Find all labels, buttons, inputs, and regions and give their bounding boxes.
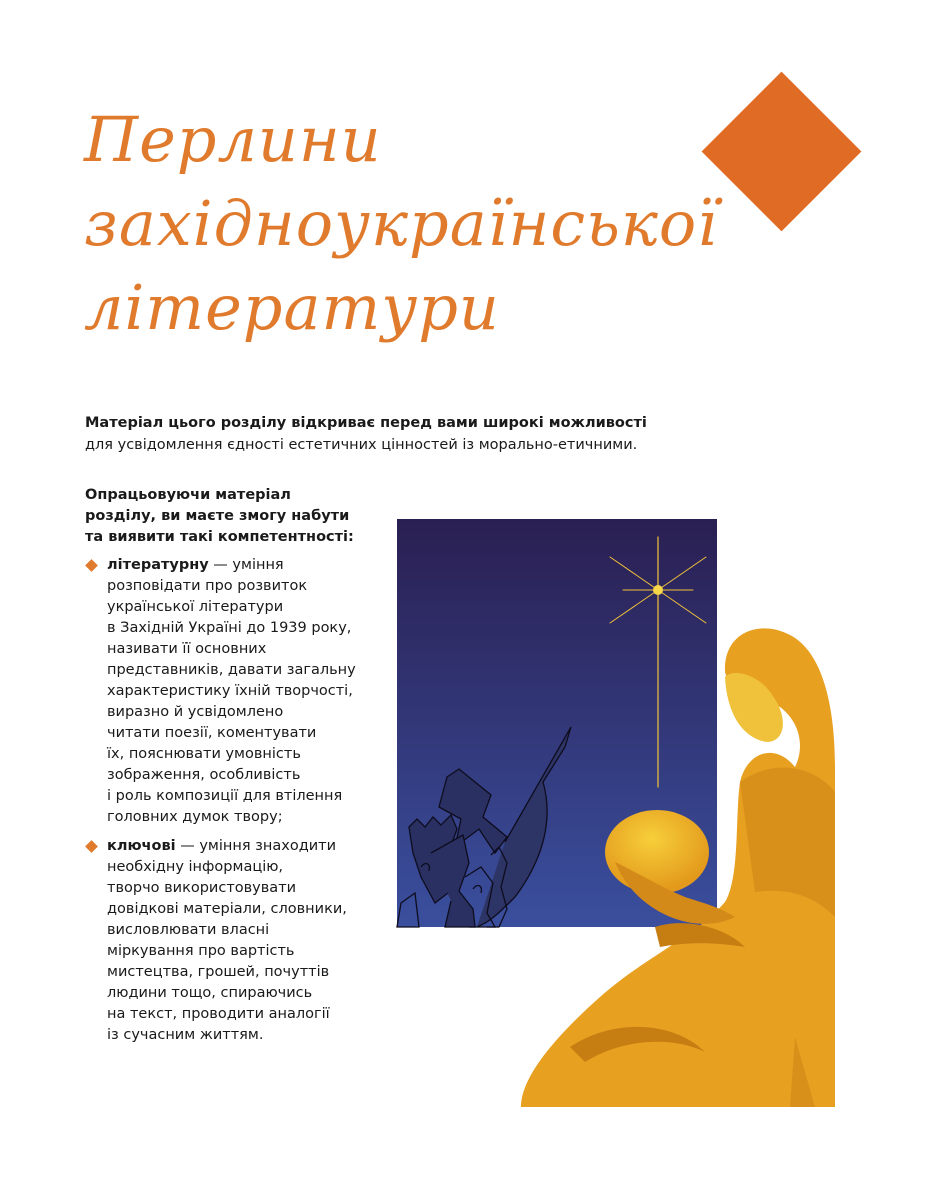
title-line-1: Перлини: [84, 103, 382, 176]
title-line-2: західноукраїнської: [84, 187, 719, 260]
item-text-line: міркування про вартість: [107, 943, 295, 959]
item-text-line: мистецтва, грошей, почуттів: [107, 964, 330, 980]
item-text-line: довідкові матеріали, словники,: [107, 901, 347, 917]
item-text-line: їх, пояснювати умовність: [107, 746, 301, 762]
competence-lead: [85, 485, 375, 548]
item-text-line: головних думок твору;: [107, 809, 283, 825]
nativity-illustration: [395, 517, 845, 1117]
decorative-diamond: [702, 72, 862, 232]
competence-list: [85, 555, 385, 1054]
item-text-line: висловлювати власні: [107, 922, 270, 938]
list-item-key: [85, 836, 385, 1046]
item-text-line: із сучасним життям.: [107, 1027, 264, 1043]
diamond-bullet-icon: [85, 559, 98, 572]
item-text-line: представників, давати загальну: [107, 662, 356, 678]
item-text-line: розповідати про розвиток: [107, 578, 308, 594]
diamond-bullet-icon: [85, 840, 98, 853]
intro-bold-text: Матеріал цього розділу відкриває перед вами широкі можливості: [85, 415, 647, 431]
item-text-line: читати поезії, коментувати: [107, 725, 317, 741]
item-text-line: необхідну інформацію,: [107, 859, 284, 875]
list-item-first-line: [107, 555, 385, 576]
term-key: ключові: [107, 838, 176, 854]
lead-line-2: розділу, ви маєте змогу набути: [85, 508, 350, 524]
item-text-line: людини тощо, спираючись: [107, 985, 313, 1001]
lead-line-1: Опрацьовуючи матеріал: [85, 487, 291, 503]
intro-paragraph: [85, 412, 885, 456]
item-text-line: зображення, особливість: [107, 767, 301, 783]
item-text-line: виразно й усвідомлено: [107, 704, 284, 720]
term-literary: літературну: [107, 557, 209, 573]
item-text-line: творчо використовувати: [107, 880, 297, 896]
chapter-title: [84, 98, 718, 350]
item-text-line: називати її основних: [107, 641, 267, 657]
list-item-first-line: [107, 836, 385, 857]
item-text-line: української літератури: [107, 599, 284, 615]
item-text-line: в Західній Україні до 1939 року,: [107, 620, 352, 636]
list-item-literary: [85, 555, 385, 828]
item-text-line: на текст, проводити аналогії: [107, 1006, 330, 1022]
item-text-line: — уміння: [208, 557, 284, 573]
item-text-line: — уміння знаходити: [175, 838, 337, 854]
lead-line-3: та виявити такі компетентності:: [85, 529, 354, 545]
item-text-line: і роль композиції для втілення: [107, 788, 343, 804]
title-line-3: літератури: [84, 271, 500, 344]
item-text-line: характеристику їхній творчості,: [107, 683, 353, 699]
intro-regular-text: для усвідомлення єдності естетичних цінностей із морально-етичними.: [85, 437, 638, 453]
